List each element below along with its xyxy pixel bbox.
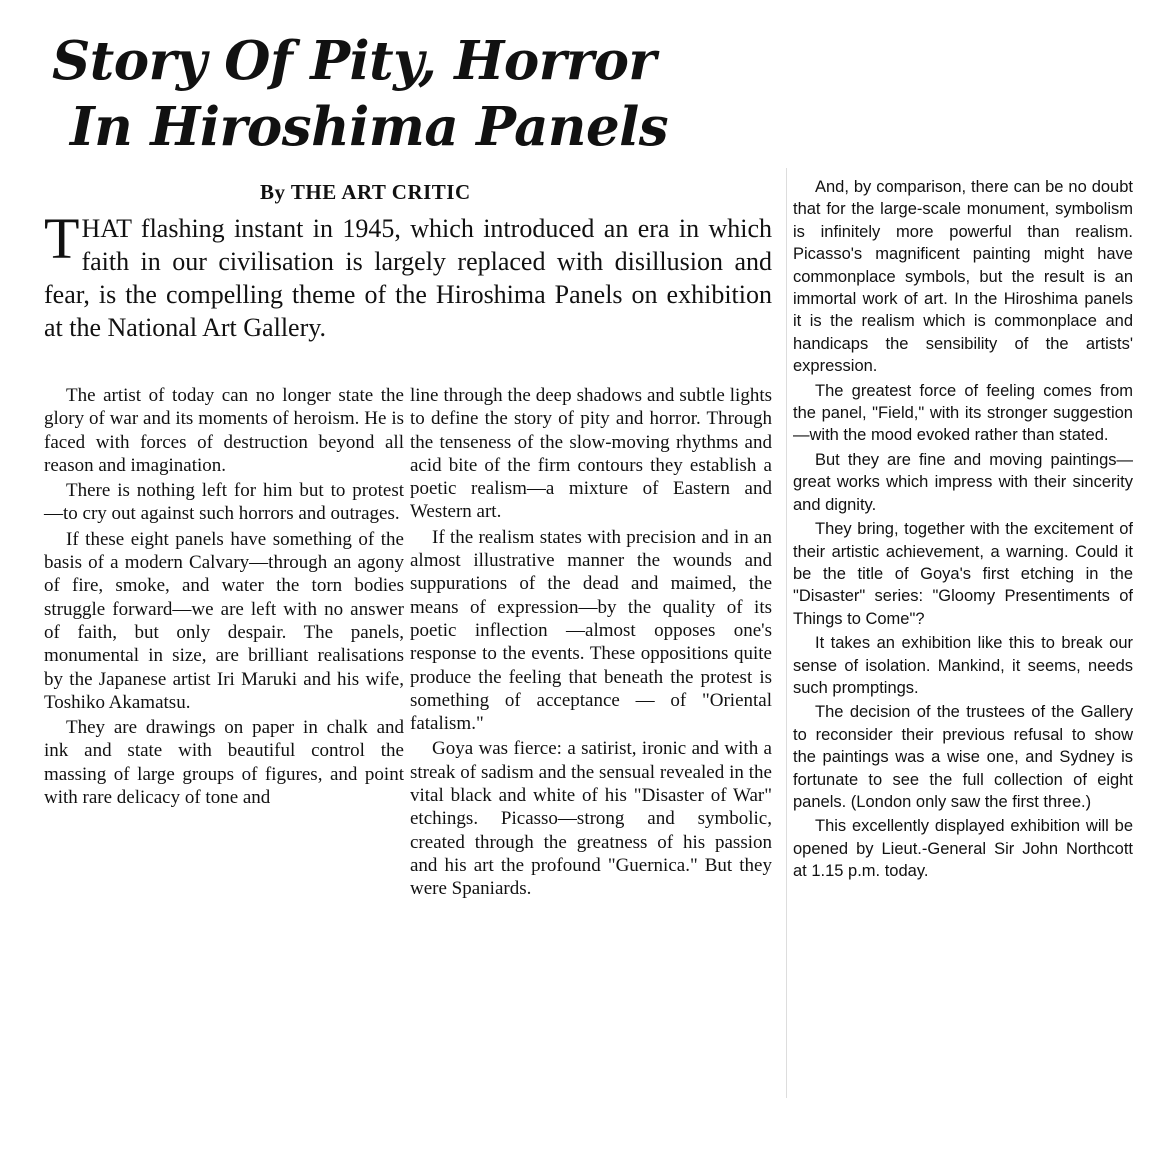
- col3-paragraph: It takes an exhibition like this to break our sense of isolation. Mankind, it seems, needs such promptings.: [793, 634, 1133, 697]
- col3-paragraph: The greatest force of feeling comes from the panel, "Field," with its stronger suggestion—with the mood evoked rather than stated.: [793, 381, 1133, 445]
- col1-paragraph: The artist of today can no longer state the glory of war and its moments of heroism. He is faced with forces of destruction beyond all reason and imagination.: [44, 385, 404, 476]
- col1-paragraph: There is nothing left for him but to protest—to cry out against such horrors and outrages.: [44, 480, 404, 525]
- column-2: [410, 384, 772, 903]
- col3-paragraph: The decision of the trustees of the Gallery to reconsider their previous refusal to show the paintings was a wise one, and Sydney is fortunate to see the full collection of eight panels. (London only saw the first three.): [793, 703, 1133, 811]
- byline: By THE ART CRITIC: [260, 180, 471, 204]
- column-3: [793, 176, 1133, 885]
- col3-paragraph: And, by comparison, there can be no doubt that for the large-scale monument, symbolism is infinitely more powerful than realism. Picasso's magnificent painting might have commonplace symbols, but the result is an immortal work of art. In the Hiroshima panels it is the realism which is commonplace and handicaps the sensibility of the artists' expression.: [793, 178, 1133, 376]
- headline: [40, 28, 790, 160]
- col2-paragraph: Goya was fierce: a satirist, ironic and with a streak of sadism and the sensual revealed in the vital black and white of his "Disaster of War" etchings. Picasso—strong and symbolic, created through the greatness of his passion and his art the profound "Guernica." But they were Spaniards.: [410, 738, 772, 900]
- headline-line-1: Story Of Pity, Horror: [52, 30, 656, 92]
- col2-paragraph: If the realism states with precision and in an almost illustrative manner the wounds and suppurations of the dead and maimed, the means of expression—by the quality of its poetic inflection —almost opposes one's response to the events. These oppositions quite produce the feeling that beneath the protest is something of acceptance — of "Oriental fatalism.": [410, 526, 772, 735]
- lede-paragraph: [44, 206, 772, 344]
- lede-text: HAT flashing instant in 1945, which introduced an era in which faith in our civilisation is largely replaced with disillusion and fear, is the compelling theme of the Hiroshima Panels on exhibition at the National Art Gallery.: [44, 214, 772, 342]
- column-divider: [786, 168, 787, 1098]
- col1-paragraph: If these eight panels have something of the basis of a modern Calvary—through an agony of fire, smoke, and water the torn bodies struggle forward—we are left with no answer of faith, but only despair. The panels, monumental in size, are brilliant realisations by the Japanese artist Iri Maruki and his wife, Toshiko Akamatsu.: [44, 528, 404, 713]
- drop-cap: T: [44, 206, 80, 271]
- col3-paragraph: But they are fine and moving paintings—great works which impress with their sincerity and dignity.: [793, 450, 1133, 514]
- col2-paragraph: line through the deep shadows and subtle lights to define the story of pity and horror. Through the tenseness of the slow-moving rhythms and acid bite of the firm contours they establish a poetic realism—a mixture of Eastern and Western art.: [410, 385, 772, 523]
- col1-paragraph: They are drawings on paper in chalk and ink and state with beautiful control the massing of large groups of figures, and point with rare delicacy of tone and: [44, 717, 404, 809]
- column-1: [44, 384, 404, 811]
- col3-paragraph: They bring, together with the excitement of their artistic achievement, a warning. Could it be the title of Goya's first etching in the "Disaster" series: "Gloomy Presentiments of Things to Come"?: [793, 520, 1133, 628]
- headline-line-2: In Hiroshima Panels: [70, 96, 669, 158]
- col3-paragraph: This excellently displayed exhibition will be opened by Lieut.-General Sir John Northcott at 1.15 p.m. today.: [793, 817, 1133, 881]
